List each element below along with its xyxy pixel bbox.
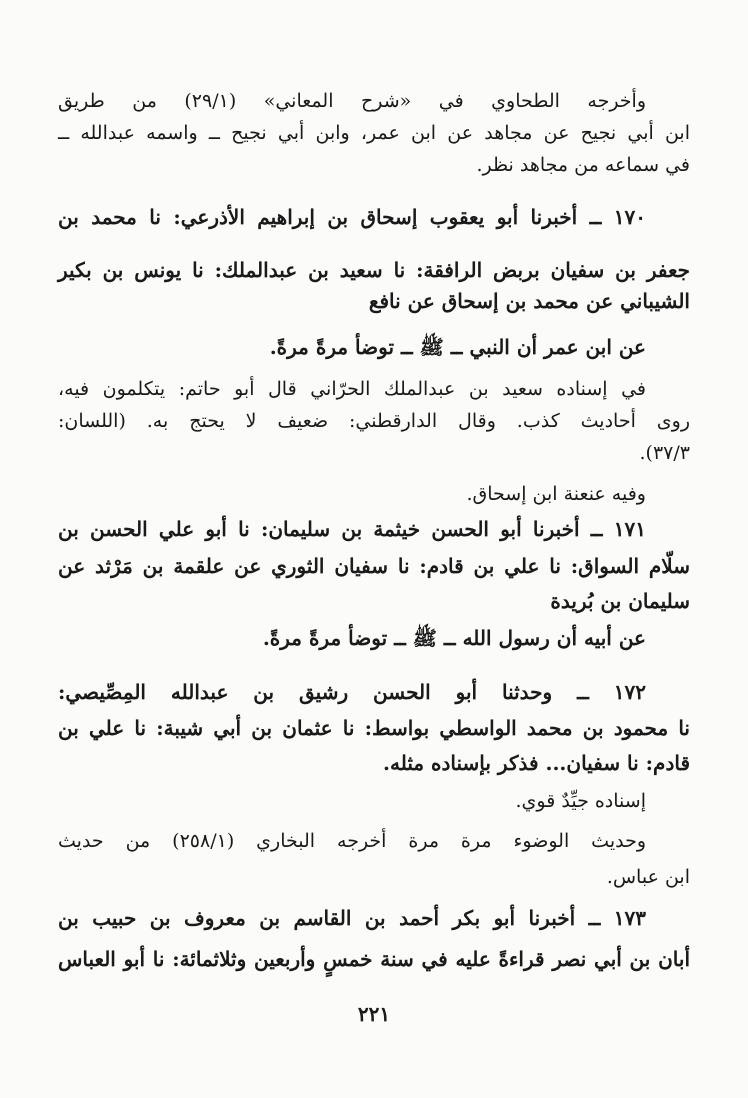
hadith-172-heading: ١٧٢ ــ وحدثنا أبو الحسن رشيق بن عبدالله المِصِّيصي: [58, 680, 646, 704]
text-line: روى أحاديث كذب. وقال الدارقطني: ضعيف لا يحتج به. (اللسان: [58, 410, 690, 432]
text-line: إسناده جيِّدٌ قوي. [515, 790, 646, 812]
text-line: نا محمود بن محمد الواسطي بواسط: نا عثمان بن أبي شيبة: نا علي بن [58, 716, 690, 740]
hadith-173-heading: ١٧٣ ــ أخبرنا أبو بكر أحمد بن القاسم بن معروف بن حبيب بن [58, 906, 646, 930]
text-line: جعفر بن سفيان بربض الرافقة: نا سعيد بن عبدالملك: نا يونس بن بكير [58, 258, 690, 282]
hadith-171-heading: ١٧١ ــ أخبرنا أبو الحسن خيثمة بن سليمان: نا أبو علي الحسن بن [58, 517, 646, 541]
text-line: سليمان بن بُريدة [550, 589, 690, 613]
text-line: قادم: نا سفيان... فذكر بإسناده مثله. [383, 751, 690, 775]
hadith-text: عن أبيه أن رسول الله ــ ﷺ ــ توضأ مرةً مرةً. [262, 626, 646, 650]
page-number: ٢٢١ [357, 1002, 391, 1026]
text-line: وفيه عنعنة ابن إسحاق. [466, 483, 646, 505]
text-line: في إسناده سعيد بن عبدالملك الحرّاني قال أبو حاتم: يتكلمون فيه، [58, 378, 646, 400]
hadith-text: عن ابن عمر أن النبي ــ ﷺ ــ توضأ مرةً مرةً. [269, 335, 646, 359]
text-line: ابن عباس. [606, 866, 690, 888]
hadith-170-heading: ١٧٠ ــ أخبرنا أبو يعقوب إسحاق بن إبراهيم الأذرعي: نا محمد بن [58, 205, 646, 229]
text-line: ٣٧/٣). [639, 442, 690, 464]
text-line: ابن أبي نجيح عن مجاهد عن ابن عمر، وابن أبي نجيح ــ واسمه عبدالله ــ [58, 122, 690, 144]
text-line: سلّام السواق: نا علي بن قادم: نا سفيان الثوري عن علقمة بن مَرْثد عن [58, 554, 690, 578]
text-line: الشيباني عن محمد بن إسحاق عن نافع [368, 289, 690, 313]
text-line: وأخرجه الطحاوي في «شرح المعاني» (٢٩/١) من طريق [58, 90, 647, 112]
text-line: في سماعه من مجاهد نظر. [476, 154, 690, 176]
text-line: أبان بن أبي نصر قراءةً عليه في سنة خمسٍ وأربعين وثلاثمائة: نا أبو العباس [58, 947, 690, 971]
text-line: وحديث الوضوء مرة مرة أخرجه البخاري (٢٥٨/١) من حديث [58, 830, 647, 852]
